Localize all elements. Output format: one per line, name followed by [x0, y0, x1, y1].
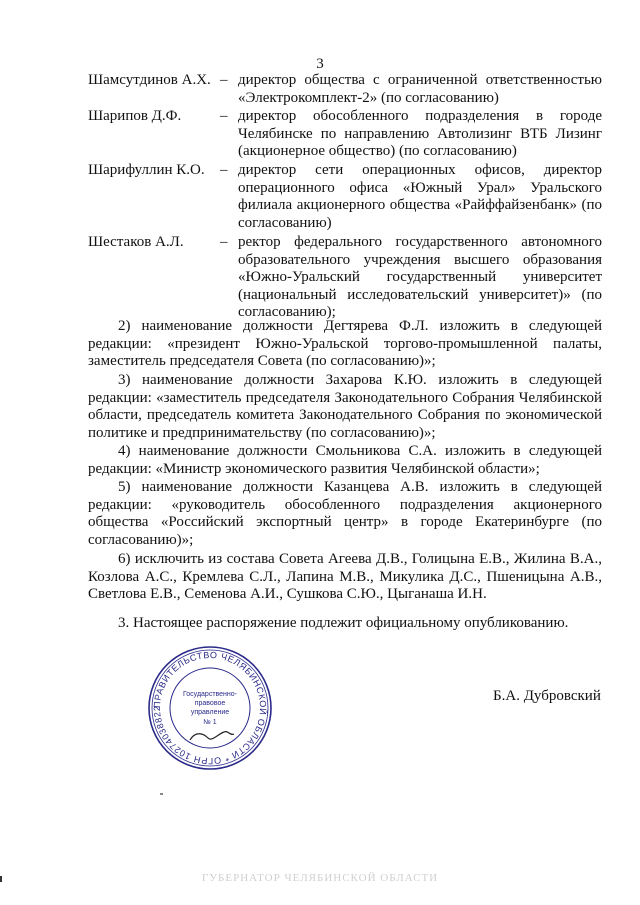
page-number: 3: [316, 56, 324, 72]
seal-inner-line: правовое: [194, 700, 226, 707]
seal-outer-text: ПРАВИТЕЛЬСТВО ЧЕЛЯБИНСКОЙ ОБЛАСТИ * ОГРН 10274038822: [151, 649, 269, 767]
seal-graphic: [146, 644, 274, 772]
member-name: Шамсутдинов А.Х.: [88, 72, 211, 88]
seal-inner-line: Государственно-: [182, 691, 238, 698]
member-description: ректор федерального государственного автономного образовательного учреждения высшего образования «Южно-Уральский государственный университет (национальный исследовательский университет)» (по согласованию);: [238, 234, 602, 321]
scan-artifact: [160, 793, 163, 795]
member-dash: –: [220, 162, 228, 178]
seal-inner-line: № 1: [203, 719, 217, 726]
member-description: директор сети операционных офисов, директор операционного офиса «Южный Урал» Уральского филиала акционерного общества «Райффайзенбанк» (по согласованию): [238, 162, 602, 231]
amendment-paragraph: 3) наименование должности Захарова К.Ю. изложить в следующей редакции: «заместитель председателя Законодательного Собрания Челябинской области, председатель комитета Законодательного Собрания по экономической политике и предпринимательству (по согласованию)»;: [88, 372, 602, 441]
amendment-paragraph: 6) исключить из состава Совета Агеева Д.В., Голицына Е.В., Жилина В.А., Козлова А.С., Кремлева С.Л., Лапина М.В., Микулика Д.С., Пшеницына А.В., Светлова Е.В., Семенова А.И., Сушкова С.Ю., Цыганаша И.Н.: [88, 551, 602, 603]
member-name: Шарипов Д.Ф.: [88, 108, 182, 124]
member-dash: –: [220, 108, 228, 124]
member-description: директор обособленного подразделения в городе Челябинске по направлению Автолизинг ВТБ Лизинг (акционерное общество) (по согласованию): [238, 108, 602, 160]
member-description: директор общества с ограниченной ответственностью «Электрокомплект-2» (по согласованию): [238, 72, 602, 106]
signatory-name: Б.А. Дубровский: [493, 688, 601, 704]
handwritten-signature-stroke: [190, 732, 234, 740]
seal-inner-line: управление: [190, 709, 230, 716]
member-dash: –: [220, 234, 228, 250]
member-name: Шарифуллин К.О.: [88, 162, 205, 178]
amendment-paragraph: 4) наименование должности Смольникова С.А. изложить в следующей редакции: «Министр экономического развития Челябинской области»;: [88, 443, 602, 477]
publication-paragraph: 3. Настоящее распоряжение подлежит официальному опубликованию.: [118, 615, 569, 631]
page-footer: ГУБЕРНАТОР ЧЕЛЯБИНСКОЙ ОБЛАСТИ: [201, 872, 439, 884]
official-seal: [146, 644, 274, 772]
member-dash: –: [220, 72, 228, 88]
amendment-paragraph: 2) наименование должности Дегтярева Ф.Л. изложить в следующей редакции: «президент Южно-Уральской торгово-промышленной палаты, заместитель председателя Совета (по согласованию)»;: [88, 318, 602, 370]
amendment-paragraph: 5) наименование должности Казанцева А.В. изложить в следующей редакции: «руководитель обособленного подразделения акционерного общества «Российский экспортный центр» в городе Екатеринбурге (по согласованию)»;: [88, 479, 602, 548]
member-name: Шестаков А.Л.: [88, 234, 184, 250]
